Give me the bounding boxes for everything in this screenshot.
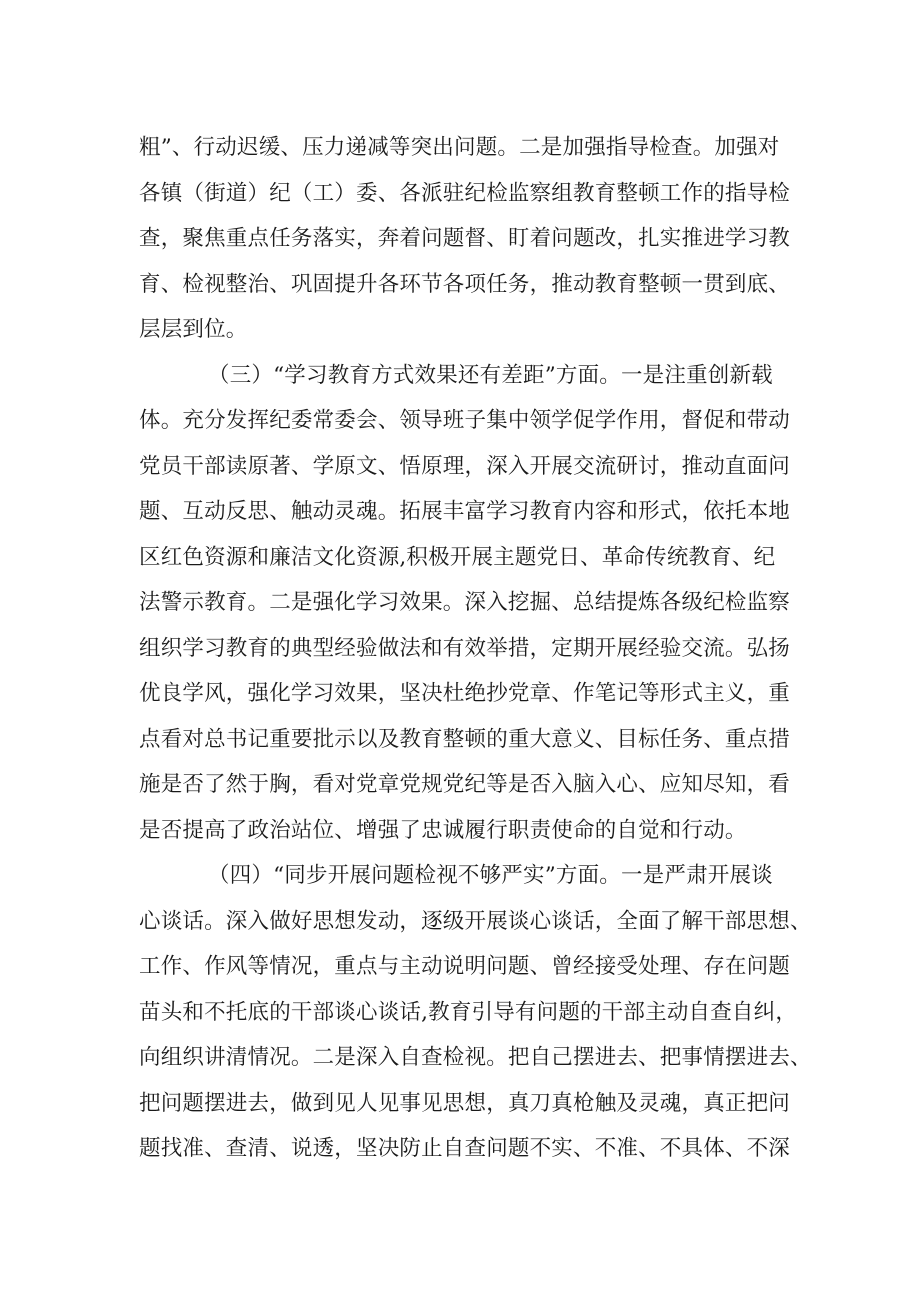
text-line: 把问题摆进去，做到见人见事见思想，真刀真枪触及灵魂，真正把问: [139, 1090, 791, 1116]
text-line: 心谈话。深入做好思想发动，逐级开展谈心谈话，全面了解干部思想、: [139, 908, 812, 934]
text-line: 法警示教育。二是强化学习效果。深入挖掘、总结提炼各级纪检监察: [139, 590, 791, 615]
text-line: 苗头和不托底的干部谈心谈话,教育引导有问题的干部主动自查自纠，: [139, 999, 798, 1025]
section-heading-line: （四）“同步开展问题检视不够严实”方面。一是严肃开展谈: [208, 863, 773, 888]
text-line: 层层到位。: [139, 317, 248, 342]
text-line: 各镇（街道）纪（工）委、各派驻纪检监察组教育整顿工作的指导检: [139, 180, 791, 206]
text-line: 体。充分发挥纪委常委会、领导班子集中领学促学作用，督促和带动: [139, 408, 791, 433]
text-line: 施是否了然于胸，看对党章党规党纪等是否入脑入心、应知尽知，看: [139, 772, 791, 797]
text-line: 党员干部读原著、学原文、悟原理，深入开展交流研讨，推动直面问: [139, 453, 791, 479]
text-line: 查，聚焦重点任务落实，奔着问题督、盯着问题改，扎实推进学习教: [139, 226, 791, 251]
text-line: 粗”、行动迟缓、压力递减等突出问题。二是加强指导检查。加强对: [139, 135, 780, 160]
text-line: 组织学习教育的典型经验做法和有效举措，定期开展经验交流。弘扬: [139, 635, 791, 661]
text-line: 优良学风，强化学习效果，坚决杜绝抄党章、作笔记等形式主义，重: [139, 681, 791, 706]
text-line: 育、检视整治、巩固提升各环节各项任务，推动教育整顿一贯到底、: [139, 271, 791, 297]
section-heading-line: （三）“学习教育方式效果还有差距”方面。一是注重创新载: [208, 362, 773, 388]
text-line: 题找准、查清、说透，坚决防止自查问题不实、不准、不具体、不深: [139, 1136, 791, 1161]
text-line: 点看对总书记重要批示以及教育整顿的重大意义、目标任务、重点措: [139, 726, 791, 752]
text-line: 是否提高了政治站位、增强了忠诚履行职责使命的自觉和行动。: [139, 817, 747, 843]
text-line: 区红色资源和廉洁文化资源,积极开展主题党日、革命传统教育、纪: [139, 544, 776, 570]
text-line: 工作、作风等情况，重点与主动说明问题、曾经接受处理、存在问题: [139, 954, 791, 979]
text-line: 题、互动反思、触动灵魂。拓展丰富学习教育内容和形式，依托本地: [139, 499, 791, 524]
document-body: [139, 125, 812, 1172]
text-line: 向组织讲清情况。二是深入自查检视。把自己摆进去、把事情摆进去、: [139, 1045, 812, 1070]
